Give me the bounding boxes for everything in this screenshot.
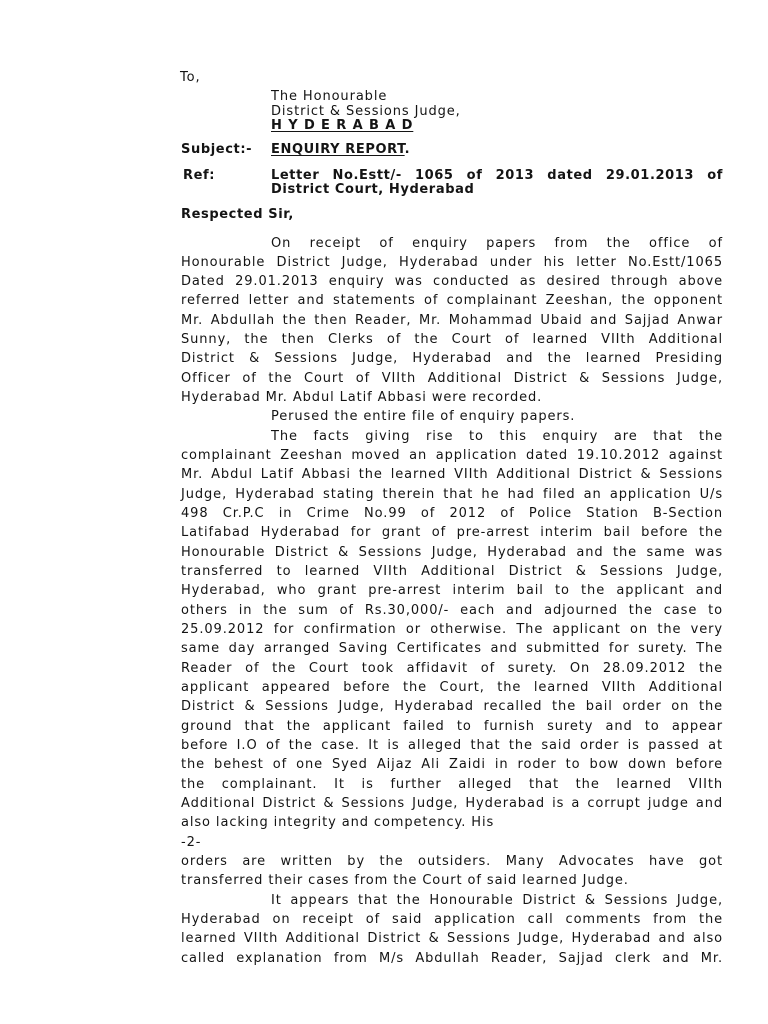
- body-line: It appears that the Honourable District & Sessions Judge,: [271, 892, 723, 908]
- body-line: 498 Cr.P.C in Crime No.99 of 2012 of Police Station B-Section: [181, 506, 723, 522]
- body-line: Hyderabad Mr. Abdul Latif Abbasi were recorded.: [181, 390, 543, 406]
- body-line: Reader of the Court took affidavit of surety. On 28.09.2012 the: [181, 660, 723, 676]
- body-line: Sunny, the then Clerks of the Court of learned VIIth Additional: [181, 332, 723, 348]
- body-line: before I.O of the case. It is alleged that the said order is passed at: [181, 738, 723, 754]
- reference-label: Ref:: [183, 168, 216, 183]
- body-line: Mr. Abdullah the then Reader, Mr. Mohammad Ubaid and Sajjad Anwar: [181, 312, 723, 328]
- body-line: Mr. Abdul Latif Abbasi the learned VIIth Additional District & Sessions: [181, 467, 723, 483]
- body-line: orders are written by the outsiders. Many Advocates have got: [181, 854, 723, 869]
- addressee-title: The Honourable: [271, 89, 388, 104]
- reference-line: District Court, Hyderabad: [271, 181, 475, 197]
- body-line: Honourable District Judge, Hyderabad under his letter No.Estt/1065: [181, 254, 723, 270]
- body-line: also lacking integrity and competency. His: [181, 815, 495, 831]
- body-line: the complainant. It is further alleged that the learned VIIth: [181, 776, 723, 792]
- body-line: On receipt of enquiry papers from the office of: [271, 235, 723, 251]
- body-line: 25.09.2012 for confirmation or otherwise. The applicant on the very: [181, 622, 723, 638]
- subject-suffix: .: [404, 142, 411, 157]
- body-line: District & Sessions Judge, Hyderabad recalled the bail order on the: [181, 699, 723, 715]
- body-line: The facts giving rise to this enquiry are that the: [271, 428, 723, 444]
- body-line: transferred to learned VIIth Additional District & Sessions Judge,: [181, 564, 723, 580]
- subject-label: Subject:-: [181, 142, 253, 157]
- addressee-city: H Y D E R A B A D: [271, 118, 414, 133]
- body-line: ground that the applicant failed to furnish surety and to appear: [181, 718, 723, 734]
- body-line: same day arranged Saving Certificates and submitted for surety. The: [181, 641, 723, 657]
- body-line: District & Sessions Judge, Hyderabad and the learned Presiding: [181, 351, 723, 367]
- addressee-block: [271, 90, 461, 134]
- salutation-to: To,: [180, 70, 201, 85]
- reference-value: [271, 169, 723, 196]
- page-number: -2-: [181, 834, 202, 850]
- body-line: Judge, Hyderabad stating therein that he had filed an application U/s: [181, 486, 723, 502]
- body-line: Honourable District & Sessions Judge, Hyderabad and the same was: [181, 544, 723, 560]
- greeting: Respected Sir,: [181, 207, 294, 222]
- addressee-office: District & Sessions Judge,: [271, 103, 461, 119]
- body-line: Latifabad Hyderabad for grant of pre-arrest interim bail before the: [181, 525, 723, 541]
- body-line: Additional District & Sessions Judge, Hyderabad is a corrupt judge and: [181, 796, 723, 812]
- body-line: called explanation from M/s Abdullah Reader, Sajjad clerk and Mr.: [181, 950, 723, 966]
- body-line: Perused the entire file of enquiry papers.: [271, 409, 576, 425]
- subject-row: [181, 142, 723, 158]
- body-line: the behest of one Syed Aijaz Ali Zaidi in roder to bow down before: [181, 757, 723, 773]
- subject-value: [271, 142, 410, 158]
- body-line: Dated 29.01.2013 enquiry was conducted as desired through above: [181, 274, 723, 290]
- body-line: complainant Zeeshan moved an application dated 19.10.2012 against: [181, 448, 723, 464]
- report-body: [181, 234, 723, 968]
- reference-line: Letter No.Estt/- 1065 of 2013 dated 29.01.2013 of: [271, 168, 723, 183]
- body-line: Officer of the Court of VIIth Additional District & Sessions Judge,: [181, 370, 723, 386]
- body-line: Hyderabad on receipt of said application call comments from the: [181, 911, 723, 927]
- body-line: transferred their cases from the Court of said learned Judge.: [181, 873, 629, 889]
- body-line: referred letter and statements of complainant Zeeshan, the opponent: [181, 293, 723, 309]
- body-line: Hyderabad, who grant pre-arrest interim bail to the applicant and: [181, 583, 723, 599]
- body-line: others in the sum of Rs.30,000/- each and adjourned the case to: [181, 602, 723, 618]
- body-line: learned VIIth Additional District & Sessions Judge, Hyderabad and also: [181, 931, 723, 947]
- subject-title: ENQUIRY REPORT: [271, 142, 405, 157]
- body-line: applicant appeared before the Court, the learned VIIth Additional: [181, 680, 723, 696]
